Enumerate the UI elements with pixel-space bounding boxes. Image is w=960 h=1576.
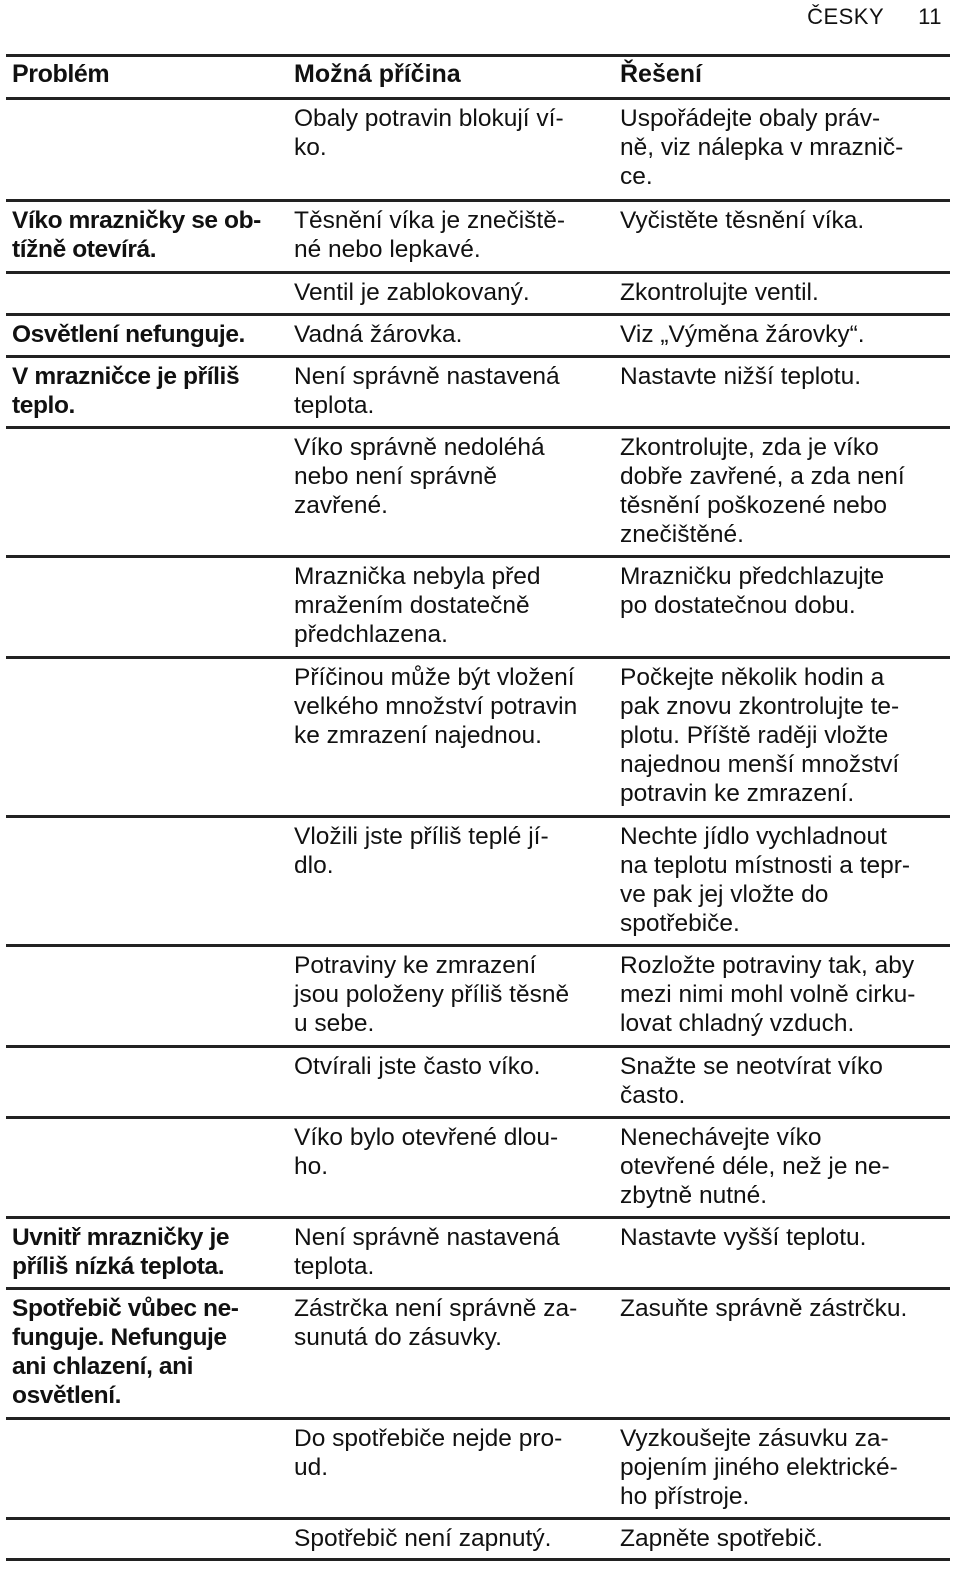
problem-cell: Víko mrazničky se ob- tížně otevírá.: [12, 207, 261, 263]
solution-cell: Viz „Výměna žárovky“.: [620, 321, 865, 348]
cause-cell: Ventil je zablokovaný.: [294, 279, 530, 306]
page-number: 11: [918, 4, 942, 29]
solution-cell: Nastavte vyšší teplotu.: [620, 1224, 867, 1251]
problem-cell: [6, 274, 288, 313]
problem-cell: [6, 659, 288, 815]
table-row: [6, 1420, 950, 1520]
cause-cell: Příčinou může být vložení velkého množství potravin ke zmrazení najednou.: [294, 664, 578, 749]
table-body: [6, 100, 950, 1561]
solution-cell: Mrazničku předchlazujte po dostatečnou dobu.: [620, 563, 885, 619]
table-row: [6, 947, 950, 1048]
cause-cell: Otvírali jste často víko.: [294, 1053, 541, 1080]
table-row: [6, 659, 950, 818]
solution-cell: Počkejte několik hodin a pak znovu zkontrolujte te- plotu. Příště raději vložte najednou menší množství potravin ke zmrazení.: [620, 664, 900, 807]
cause-cell: Víko správně nedoléhá nebo není správně zavřené.: [294, 434, 545, 519]
solution-cell: Zapněte spotřebič.: [620, 1525, 823, 1552]
cause-cell: Není správně nastavená teplota.: [294, 363, 560, 419]
table-row: [6, 358, 950, 429]
language-label: ČESKY: [807, 4, 885, 29]
table-row: [6, 202, 950, 274]
table-row: [6, 429, 950, 558]
cause-cell: Mraznička nebyla před mražením dostatečně předchlazena.: [294, 563, 541, 648]
solution-cell: Snažte se neotvírat víko často.: [620, 1053, 883, 1109]
problem-cell: V mrazničce je příliš teplo.: [12, 363, 240, 419]
table-row: [6, 1048, 950, 1119]
cause-cell: Vložili jste příliš teplé jí- dlo.: [294, 823, 549, 879]
solution-cell: Vyzkoušejte zásuvku za- pojením jiného elektrické- ho přístroje.: [620, 1425, 898, 1510]
solution-cell: Vyčistěte těsnění víka.: [620, 207, 865, 234]
cause-cell: Spotřebič není zapnutý.: [294, 1525, 552, 1552]
column-header-cause: Možná příčina: [294, 60, 461, 88]
problem-cell: Uvnitř mrazničky je příliš nízká teplota.: [12, 1224, 230, 1280]
troubleshooting-table: [6, 57, 950, 1561]
cause-cell: Zástrčka není správně za- sunutá do zásuvky.: [294, 1295, 578, 1351]
solution-cell: Zkontrolujte ventil.: [620, 279, 819, 306]
solution-cell: Rozložte potraviny tak, aby mezi nimi mohl volně cirku- lovat chladný vzduch.: [620, 952, 916, 1037]
solution-cell: Nechte jídlo vychladnout na teplotu místnosti a tepr- ve pak jej vložte do spotřebiče.: [620, 823, 911, 937]
cause-cell: Do spotřebiče nejde pro- ud.: [294, 1425, 563, 1481]
table-row: [6, 1290, 950, 1420]
problem-cell: [6, 947, 288, 1045]
problem-cell: [6, 558, 288, 656]
problem-cell: [6, 429, 288, 555]
table-row: [6, 274, 950, 316]
cause-cell: Těsnění víka je znečiště- né nebo lepkavé.: [294, 207, 565, 263]
solution-cell: Uspořádejte obaly práv- ně, viz nálepka v mraznič- ce.: [620, 105, 904, 190]
cause-cell: Víko bylo otevřené dlou- ho.: [294, 1124, 559, 1180]
cause-cell: Vadná žárovka.: [294, 321, 463, 348]
problem-cell: [6, 818, 288, 944]
problem-cell: Spotřebič vůbec ne- funguje. Nefunguje ani chlazení, ani osvětlení.: [12, 1295, 239, 1409]
solution-cell: Zkontrolujte, zda je víko dobře zavřené, a zda není těsnění poškozené nebo znečištěné.: [620, 434, 905, 548]
table-row: [6, 1119, 950, 1219]
table-row: [6, 1520, 950, 1561]
table-row: [6, 1219, 950, 1290]
problem-cell: [6, 1119, 288, 1216]
problem-cell: [6, 1048, 288, 1116]
page-header: [807, 4, 942, 30]
problem-cell: [6, 1420, 288, 1517]
table-row: [6, 100, 950, 202]
table-row: [6, 558, 950, 659]
cause-cell: Obaly potravin blokují ví- ko.: [294, 105, 564, 161]
table-row: [6, 818, 950, 947]
solution-cell: Nenechávejte víko otevřené déle, než je ne- zbytně nutné.: [620, 1124, 890, 1209]
table-row: [6, 316, 950, 358]
column-header-solution: Řešení: [620, 60, 702, 88]
cause-cell: Potraviny ke zmrazení jsou položeny příliš těsně u sebe.: [294, 952, 570, 1037]
cause-cell: Není správně nastavená teplota.: [294, 1224, 560, 1280]
column-header-problem: Problém: [12, 60, 110, 88]
problem-cell: [6, 1520, 288, 1558]
solution-cell: Zasuňte správně zástrčku.: [620, 1295, 908, 1322]
problem-cell: Osvětlení nefunguje.: [12, 321, 245, 348]
problem-cell: [6, 100, 288, 199]
solution-cell: Nastavte nižší teplotu.: [620, 363, 862, 390]
table-header-row: [6, 57, 950, 100]
